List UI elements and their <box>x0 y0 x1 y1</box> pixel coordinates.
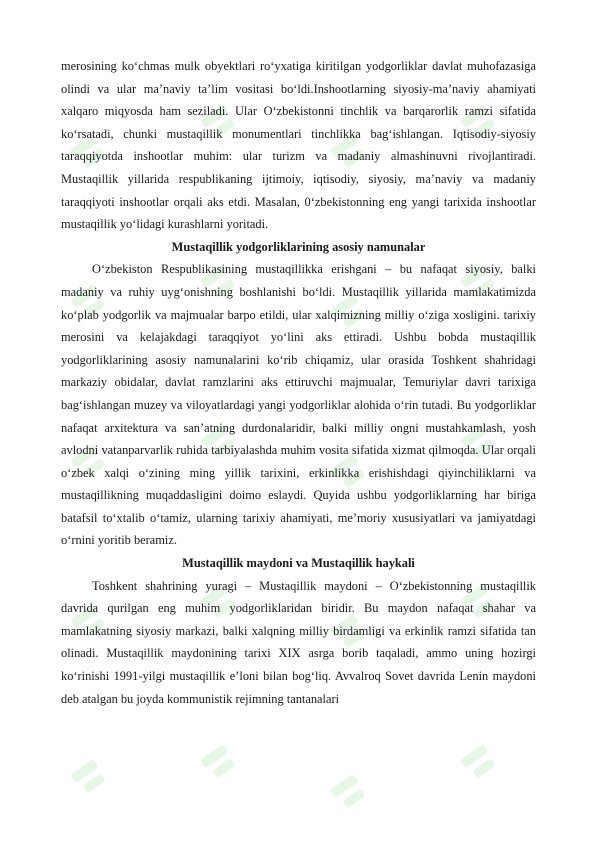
section-heading-monuments: Mustaqillik yodgorliklarining asosiy namunalar <box>171 239 426 254</box>
section-heading-independence-square: Mustaqillik maydoni va Mustaqillik haykali <box>182 556 415 571</box>
paragraph-monuments: O‘zbekiston Respublikasining mustaqillikka erishgani – bu nafaqat siyosiy, balki madaniy va ruhiy uyg‘onishning boshlanishi bo‘ldi. Mustaqillik yillarida mamlakatimizda ko‘plab yodgorlik va majmualar barpo etildi, ular xalqimizning milliy o‘ziga xosligini. tarixiy merosini va kelajakdagi taraqqiyot yo‘lini aks ettiradi. Ushbu bobda mustaqillik yodgorliklarining asosiy namunalarini ko‘rib chiqamiz, ular orasida Toshkent shahridagi markaziy obidalar, davlat ramzlarini aks ettiruvchi majmualar, Temuriylar davri tarixiga bag‘ishlangan muzey va viloyatlardagi yangi yodgorliklar alohida o‘rin tutadi. Bu yodgorliklar nafaqat arxitektura va san’atning durdonalaridir, balki milliy ongni mustahkamlash, yosh avlodni vatanparvarlik ruhida tarbiyalashda muhim vosita sifatida xizmat qilmoqda. Ular orqali o‘zbek xalqi o‘zining ming yillik tarixini, erkinlikka erishishdagi qiyinchiliklarni va mustaqillikning muqaddasligini doimo eslaydi. Quyida ushbu yodgorliklarning har biriga batafsil to‘xtalib o‘tamiz, ularning tarixiy ahamiyati, me’moriy xususiyatlari va jamiyatdagi o‘rnini yoritib beramiz. <box>61 262 536 548</box>
paragraph-independence-square: Toshkent shahrining yuragi – Mustaqillik maydoni – O‘zbekistonning mustaqillik davrida qurilgan eng muhim yodgorliklaridan biridir. Bu maydon nafaqat shahar va mamlakatning siyosiy markazi, balki xalqning milliy birdamligi va erkinlik ramzi sifatida tan olinadi. Mustaqillik maydonining tarixi XIX asrga borib taqaladi, ammo uning hozirgi ko‘rinishi 1991-yilgi mustaqillik e’loni bilan bog‘liq. Avvalroq Sovet davrida Lenin maydoni deb atalgan bu joyda kommunistik rejimning tantanalari <box>61 578 536 706</box>
document-page <box>61 55 536 710</box>
paragraph-intro: merosining ko‘chmas mulk obyektlari ro‘yxatiga kiritilgan yodgorliklar davlat muhofazasiga olindi va ular ma’naviy ta’lim vositasi bo‘ldi.Inshootlarning siyosiy-ma’naviy ahamiyati xalqaro miqyosda ham seziladi. Ular O‘zbekistonni tinchlik va barqarorlik ramzi sifatida ko‘rsatadi, chunki mustaqillik monumentlari tinchlikka bag‘ishlangan. Iqtisodiy-siyosiy taraqqiyotda inshootlar muhim: ular turizm va madaniy almashinuvni rivojlantiradi. Mustaqillik yillarida respublikaning ijtimoiy, iqtisodiy, siyosiy, ma’naviy va madaniy taraqqiyoti inshootlar orqali aks etdi. Masalan, 0‘zbekistonning eng yangi tarixida inshootlar mustaqillik yo‘lidagi kurashlarni yoritadi. <box>61 59 536 232</box>
